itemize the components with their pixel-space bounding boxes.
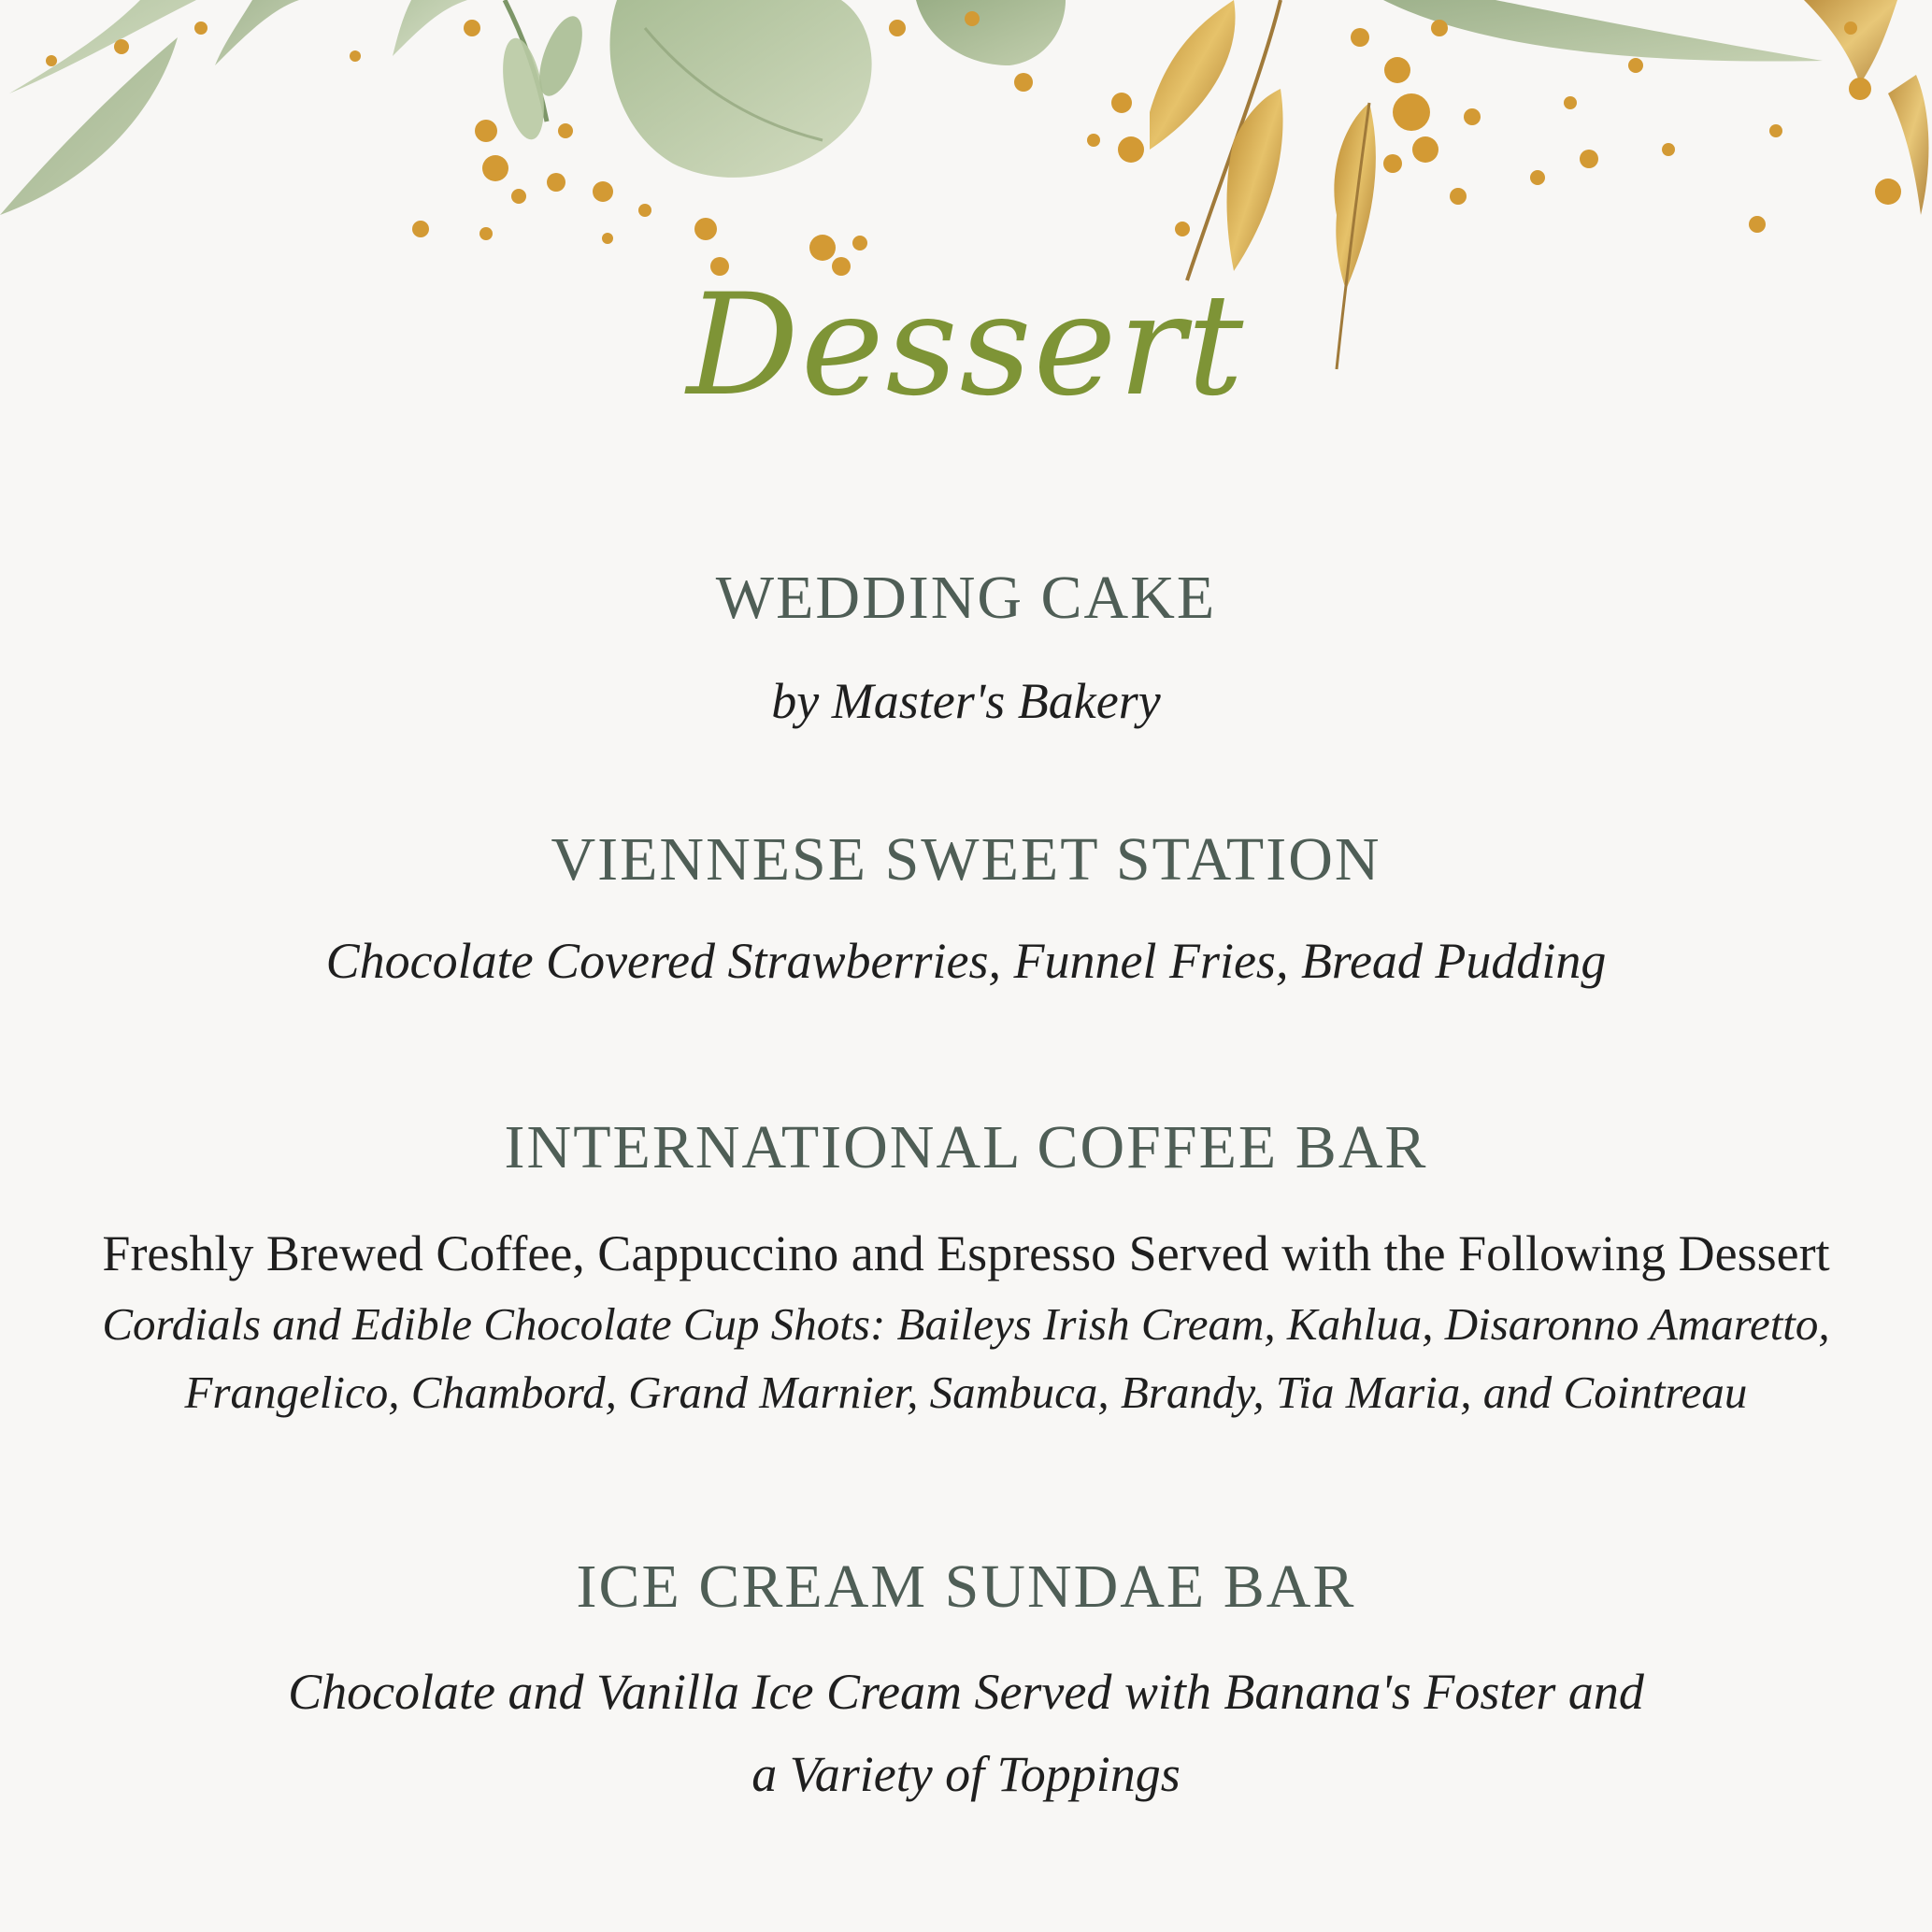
coffee-bar-description: Freshly Brewed Coffee, Cappuccino and Espresso Served with the Following Dessert xyxy=(102,1225,1830,1281)
viennese-sweet-station-description: Chocolate Covered Strawberries, Funnel Fries, Bread Pudding xyxy=(325,933,1607,989)
gold-leaf-1 xyxy=(1150,0,1236,150)
leaf-left-1 xyxy=(0,37,178,215)
coffee-bar-cordials-line-1: Cordials and Edible Chocolate Cup Shots: Baileys Irish Cream, Kahlua, Disaronno Amaretto, xyxy=(102,1298,1830,1350)
leaf-round-2 xyxy=(916,0,1066,65)
menu-title: Dessert xyxy=(686,265,1246,427)
sundae-bar-description-line-2: a Variety of Toppings xyxy=(751,1746,1181,1802)
gold-leaf-2 xyxy=(1227,89,1283,271)
leaf-right-1 xyxy=(1383,0,1823,62)
leaf-left-3 xyxy=(215,0,299,65)
leaf-left-4 xyxy=(393,0,467,56)
leaf-round-1 xyxy=(610,0,872,178)
section-heading-wedding-cake: WEDDING CAKE xyxy=(715,564,1217,632)
section-heading-international-coffee-bar: INTERNATIONAL COFFEE BAR xyxy=(504,1113,1428,1181)
section-heading-ice-cream-sundae-bar: ICE CREAM SUNDAE BAR xyxy=(576,1553,1356,1621)
section-heading-viennese-sweet-station: VIENNESE SWEET STATION xyxy=(551,825,1381,894)
wedding-cake-description: by Master's Bakery xyxy=(771,673,1161,729)
coffee-bar-cordials-line-2: Frangelico, Chambord, Grand Marnier, Sambuca, Brandy, Tia Maria, and Cointreau xyxy=(184,1367,1748,1418)
sundae-bar-description-line-1: Chocolate and Vanilla Ice Cream Served with Banana's Foster and xyxy=(288,1664,1644,1720)
leaf-right-2 xyxy=(1804,0,1897,84)
